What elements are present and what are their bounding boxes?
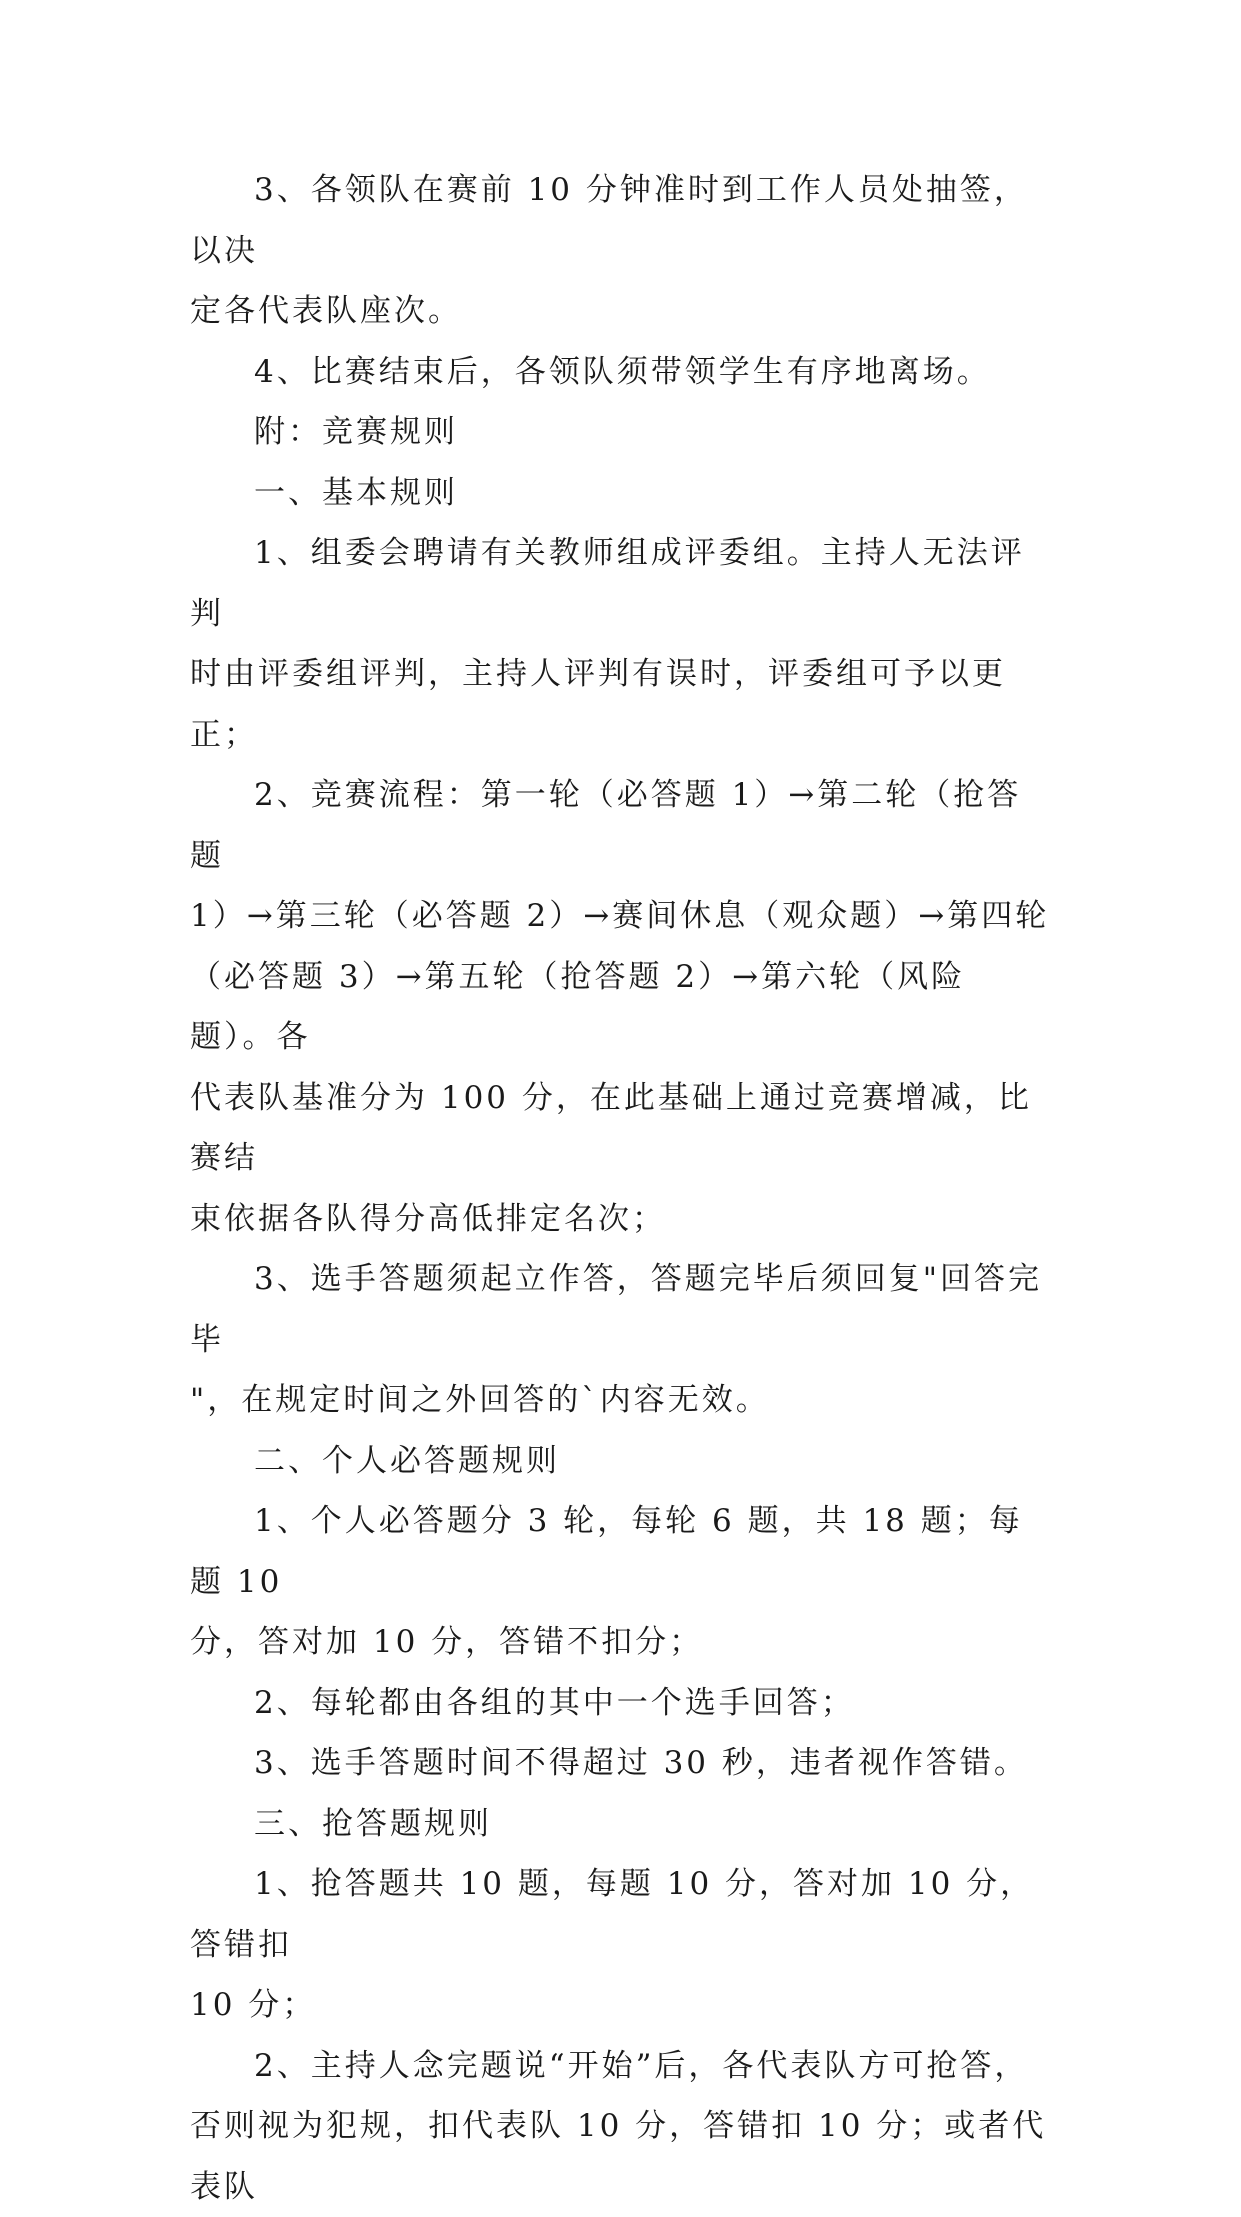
text-line: 定各代表队座次。 <box>190 293 462 329</box>
paragraph-individual-time <box>190 1733 1050 1794</box>
text-line: 代表队基准分为 100 分，在此基础上通过竞赛增减，比赛结 <box>190 1080 1032 1177</box>
paragraph-process <box>190 765 1050 1249</box>
text-line: 4、比赛结束后，各领队须带领学生有序地离场。 <box>254 354 991 390</box>
text-line: 束依据各队得分高低排定名次； <box>190 1201 666 1237</box>
text-line: 3、各领队在赛前 10 分钟准时到工作人员处抽签，以决 <box>190 172 1028 269</box>
text-line: 2、每轮都由各组的其中一个选手回答； <box>254 1685 855 1721</box>
paragraph-leave <box>190 342 1050 403</box>
text-line: 二、个人必答题规则 <box>254 1443 560 1479</box>
text-line: 1、抢答题共 10 题，每题 10 分，答对加 10 分，答错扣 <box>190 1866 1034 1963</box>
text-line: 附：竞赛规则 <box>254 414 458 450</box>
text-line: 3、选手答题时间不得超过 30 秒，违者视作答错。 <box>254 1745 1028 1781</box>
text-line: 三、抢答题规则 <box>254 1806 492 1842</box>
text-line: 分，答对加 10 分，答错不扣分； <box>190 1624 703 1660</box>
section-heading-basic <box>190 463 1050 524</box>
text-line: （必答题 3）→第五轮（抢答题 2）→第六轮（风险题）。各 <box>190 959 965 1056</box>
text-line: 否则视为犯规，扣代表队 10 分，答错扣 10 分；或者代表队 <box>190 2108 1046 2205</box>
paragraph-buzzer-count <box>190 1854 1050 2036</box>
text-line: 时由评委组评判，主持人评判有误时，评委组可予以更正； <box>190 656 1006 753</box>
text-line: 3、选手答题须起立作答，答题完毕后须回复"回答完毕 <box>190 1261 1042 1358</box>
paragraph-answer <box>190 1249 1050 1431</box>
section-heading-buzzer <box>190 1794 1050 1855</box>
paragraph-individual-player <box>190 1673 1050 1734</box>
text-line: 1、个人必答题分 3 轮，每轮 6 题，共 18 题；每题 10 <box>190 1503 1023 1600</box>
paragraph-judges <box>190 523 1050 765</box>
text-line: 一、基本规则 <box>254 475 458 511</box>
text-line: 10 分； <box>190 1987 316 2023</box>
paragraph-individual-rounds <box>190 1491 1050 1673</box>
text-line: 2、主持人念完题说“开始”后，各代表队方可抢答， <box>254 2048 1028 2084</box>
section-heading-individual <box>190 1431 1050 1492</box>
text-line: 1）→第三轮（必答题 2）→赛间休息（观众题）→第四轮 <box>190 898 1049 934</box>
text-line: 1、组委会聘请有关教师组成评委组。主持人无法评判 <box>190 535 1025 632</box>
document-page <box>190 160 1050 2217</box>
text-line: "，在规定时间之外回答的`内容无效。 <box>190 1382 770 1418</box>
paragraph-lottery <box>190 160 1050 342</box>
text-line: 2、竞赛流程：第一轮（必答题 1）→第二轮（抢答题 <box>190 777 1021 874</box>
paragraph-buzzer-start <box>190 2036 1050 2217</box>
appendix-heading <box>190 402 1050 463</box>
